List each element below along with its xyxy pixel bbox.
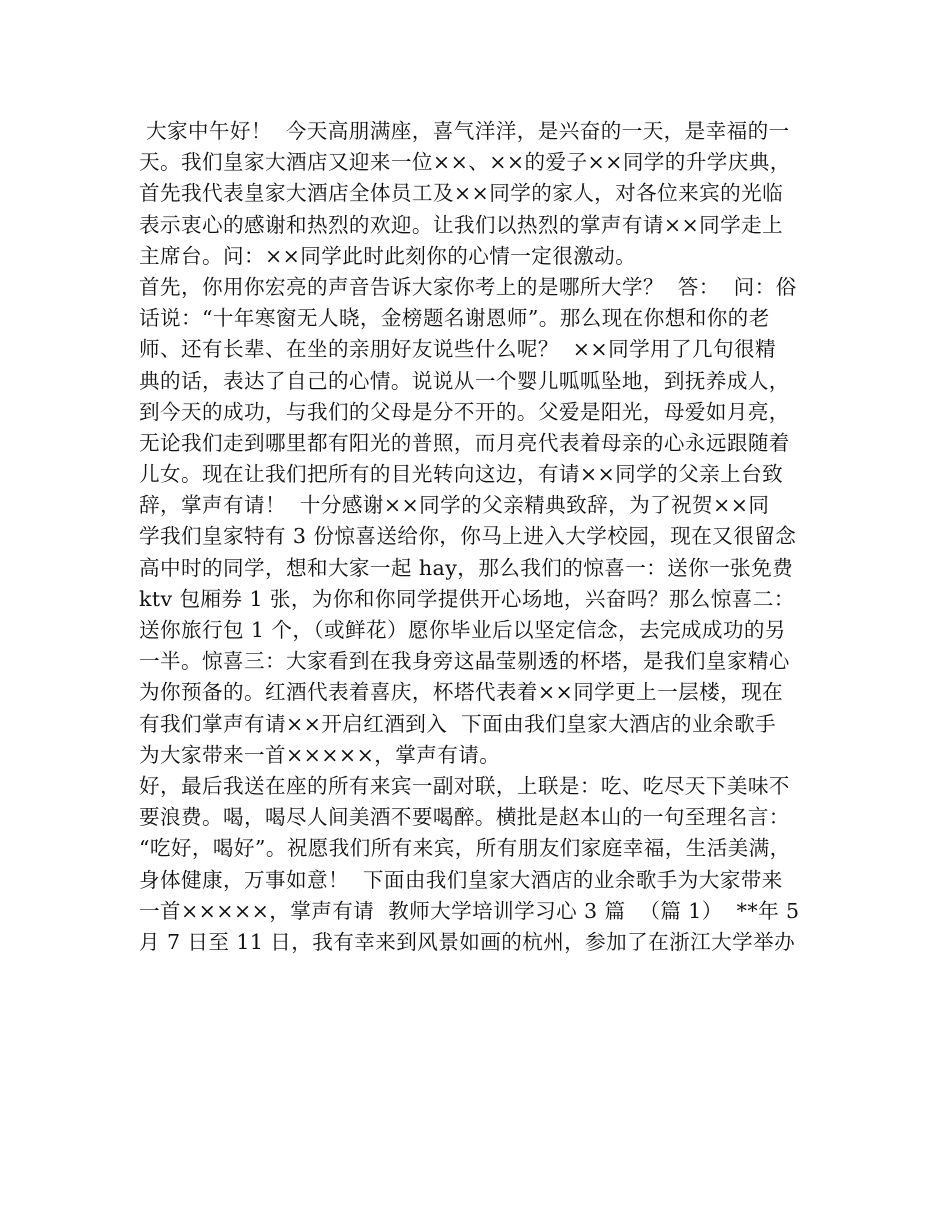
text-line: 一半。惊喜三：大家看到在我身旁这晶莹剔透的杯塔，是我们皇家精心 <box>139 649 790 674</box>
text-line: 大家中午好！ 今天高朋满座，喜气洋洋，是兴奋的一天，是幸福的一 <box>139 119 790 143</box>
text-line: 主席台。问：××同学此时此刻你的心情一定很激动。 <box>139 243 637 268</box>
text-line: 一首×××××，掌声有请 教师大学培训学习心 3 篇 （篇 1） **年 5 <box>139 898 800 923</box>
text-line: 为大家带来一首×××××，掌声有请。 <box>139 742 501 767</box>
text-line: 首先我代表皇家大酒店全体员工及××同学的家人，对各位来宾的光临 <box>139 181 784 206</box>
text-line: 有我们掌声有请××开启红酒到入 下面由我们皇家大酒店的业余歌手 <box>139 711 777 736</box>
text-line: “吃好，喝好”。祝愿我们所有来宾，所有朋友们家庭幸福，生活美满， <box>139 836 791 861</box>
text-line: 表示衷心的感谢和热烈的欢迎。让我们以热烈的掌声有请××同学走上 <box>139 212 784 237</box>
text-line: 话说：“十年寒窗无人晓，金榜题名谢恩师”。那么现在你想和你的老 <box>139 306 770 331</box>
text-line: 辞，掌声有请！ 十分感谢××同学的父亲精典致辞，为了祝贺××同 <box>139 493 770 518</box>
text-line: 天。我们皇家大酒店又迎来一位××、××的爱子××同学的升学庆典， <box>139 150 791 175</box>
text-line: 月 7 日至 11 日，我有幸来到风景如画的杭州，参加了在浙江大学举办 <box>139 929 796 954</box>
text-line: 身体健康，万事如意！ 下面由我们皇家大酒店的业余歌手为大家带来 <box>139 867 783 892</box>
document-body <box>139 116 819 958</box>
text-line: 儿女。现在让我们把所有的目光转向这边，有请××同学的父亲上台致 <box>139 462 784 487</box>
text-line: 为你预备的。红酒代表着喜庆，杯塔代表着××同学更上一层楼，现在 <box>139 680 784 705</box>
text-line: 典的话，表达了自己的心情。说说从一个婴儿呱呱坠地，到抚养成人， <box>139 368 790 393</box>
text-line: 首先，你用你宏亮的声音告诉大家你考上的是哪所大学？ 答： 问：俗 <box>139 274 797 299</box>
text-line: 高中时的同学，想和大家一起 hay，那么我们的惊喜一：送你一张免费 <box>139 555 794 580</box>
text-line: ktv 包厢券 1 张，为你和你同学提供开心场地，兴奋吗？那么惊喜二： <box>139 586 795 611</box>
text-line: 要浪费。喝，喝尽人间美酒不要喝醉。横批是赵本山的一句至理名言： <box>139 805 790 830</box>
text-line: 到今天的成功，与我们的父母是分不开的。父爱是阳光，母爱如月亮， <box>139 399 790 424</box>
text-line: 好，最后我送在座的所有来宾一副对联，上联是：吃、吃尽天下美味不 <box>139 773 790 798</box>
text-line: 师、还有长辈、在坐的亲朋好友说些什么呢？ ××同学用了几句很精 <box>139 337 777 362</box>
text-line: 学我们皇家特有 3 份惊喜送给你，你马上进入大学校园，现在又很留念 <box>139 524 797 549</box>
text-line: 无论我们走到哪里都有阳光的普照，而月亮代表着母亲的心永远跟随着 <box>139 430 790 455</box>
text-line: 送你旅行包 1 个，（或鲜花）愿你毕业后以坚定信念，去完成成功的另 <box>139 618 786 642</box>
